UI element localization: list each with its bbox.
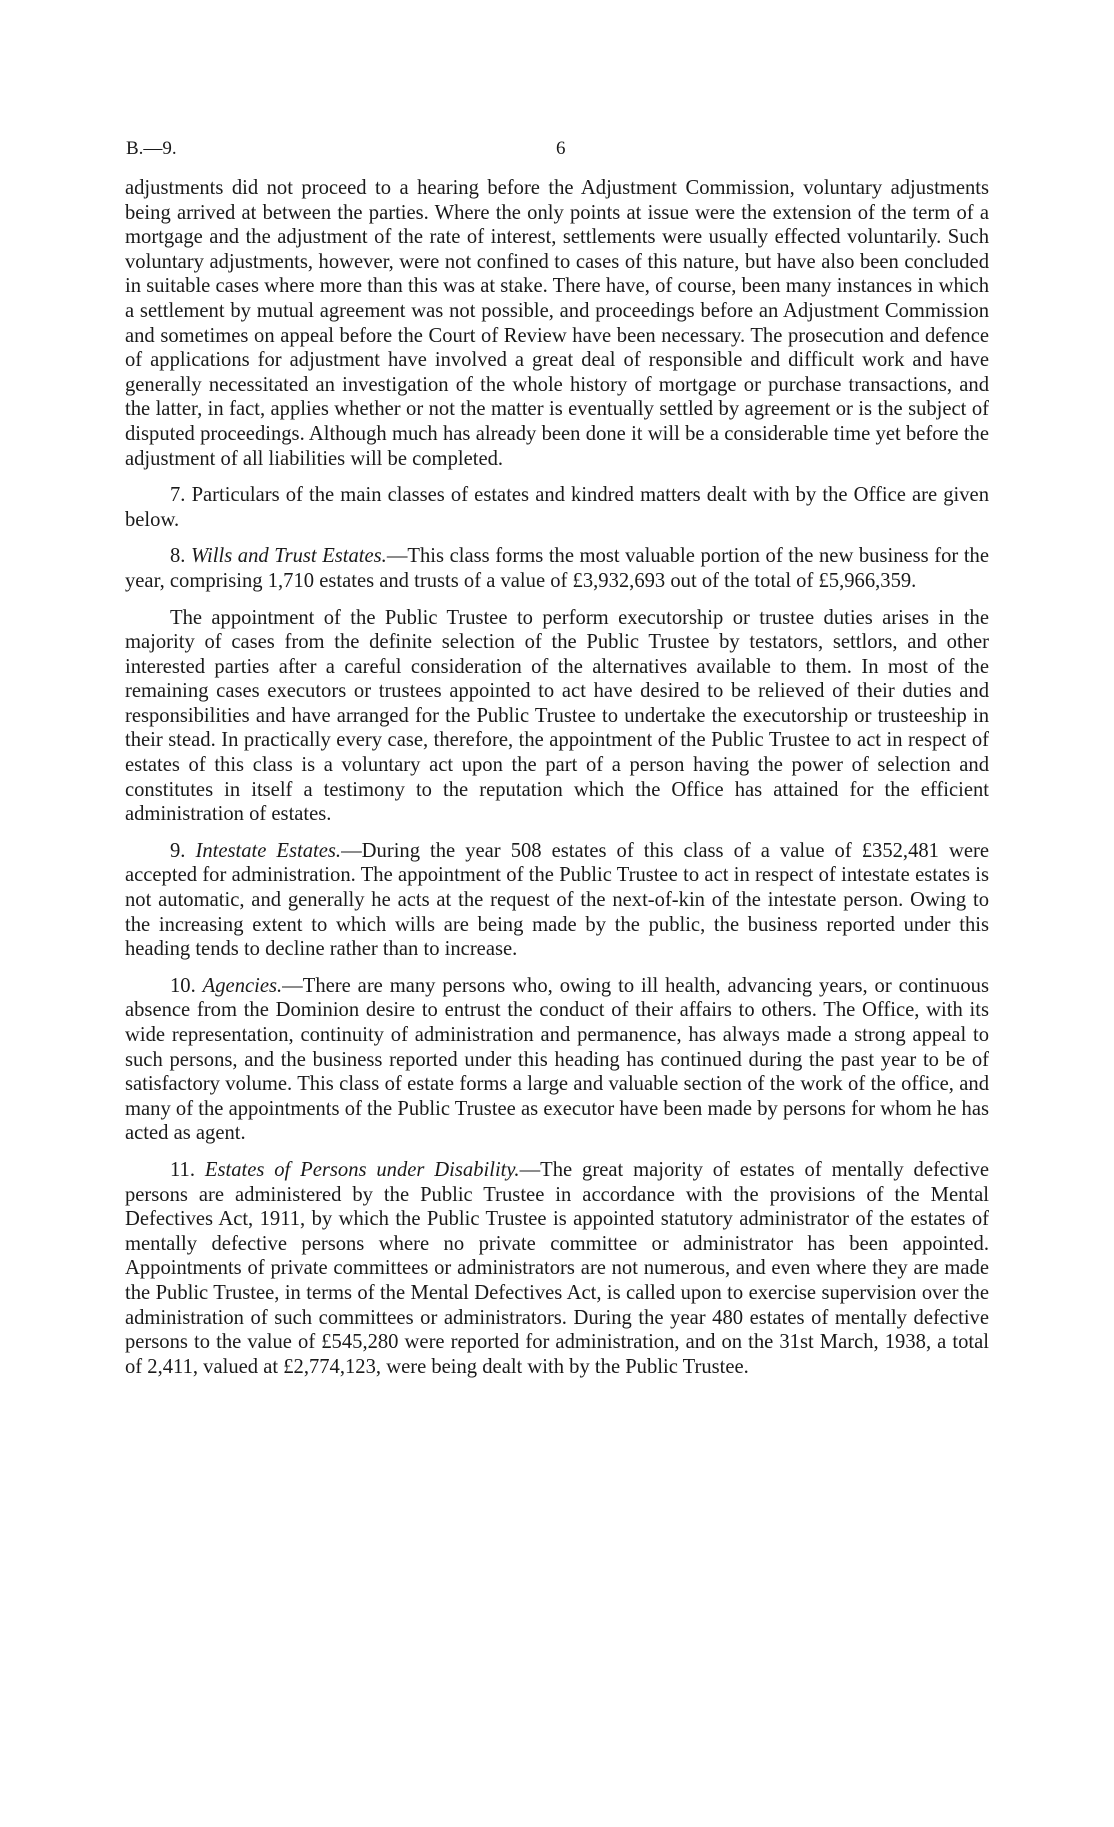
section-heading: Wills and Trust Estates. xyxy=(191,545,387,568)
paragraph-number: 11. xyxy=(170,1158,195,1181)
paragraph-text: —This class forms the most valuable portion of the new business for the year, comprising 1,710 estates and trusts of a value of £3,932,693 out of the total of £5,966,359. xyxy=(125,545,989,592)
paragraph-text: —The great majority of estates of mentally defective persons are administered by the Public Trustee in accordance with the provisions of the Mental Defectives Act, 1911, by which the Public Trustee is appointed statutory administrator of the estates of mentally defective persons where no private committee or administrator has been appointed. Appointments of private committees or administrators are not numerous, and even where they are made the Public Trustee, in terms of the Mental Defectives Act, is called upon to exercise supervision over the administration of such committees or administrators. During the year 480 estates of mentally defective persons to the value of £545,280 were reported for administration, and on the 31st March, 1938, a total of 2,411, valued at £2,774,123, were being dealt with by the Public Trustee. xyxy=(125,1158,989,1378)
paragraph-number: 10. xyxy=(170,974,196,997)
paragraph-text: —During the year 508 estates of this class of a value of £352,481 were accepted for administration. The appointment of the Public Trustee to act in respect of intestate estates is not automatic, and generally he acts at the request of the next-of-kin of the intestate person. Owing to the increasing extent to which wills are being made by the public, the business reported under this heading tends to decline rather than to increase. xyxy=(125,839,990,961)
paragraph-number: 7. xyxy=(170,484,186,507)
paragraph-number: 8. xyxy=(170,545,186,568)
paragraph-8 xyxy=(125,544,989,593)
paragraph-text: adjustments did not proceed to a hearing before the Adjustment Commission, voluntary adjustments being arrived at between the parties. Where the only points at issue were the extension of the term of a mortgage and the adjustment of the rate of interest, settlements were usually effected voluntarily. Such voluntary adjustments, however, were not confined to cases of this nature, but have also been concluded in suitable cases where more than this was at stake. There have, of course, been many instances in which a settlement by mutual agreement was not possible, and proceedings before an Adjustment Commission and sometimes on appeal before the Court of Review have been necessary. The prosecution and defence of applications for adjustment have involved a great deal of responsible and difficult work and have generally necessitated an investigation of the whole history of mortgage or purchase transactions, and the latter, in fact, applies whether or not the matter is eventually settled by agreement or is the subject of disputed proceedings. Although much has already been done it will be a considerable time yet before the adjustment of all liabilities will be completed. xyxy=(125,177,989,470)
paragraph-8-continued xyxy=(125,606,989,827)
body-text xyxy=(125,176,989,1391)
page-header xyxy=(126,138,988,168)
paragraph-9 xyxy=(125,839,989,962)
paragraph-number: 9. xyxy=(170,839,186,862)
page-number: 6 xyxy=(556,138,566,159)
paragraph-continuation xyxy=(125,176,989,471)
document-reference: B.—9. xyxy=(126,138,177,159)
paragraph-text: Particulars of the main classes of estates and kindred matters dealt with by the Office are given below. xyxy=(125,484,989,531)
paragraph-text: The appointment of the Public Trustee to perform executorship or trustee duties arises in the majority of cases from the definite selection of the Public Trustee by testators, settlors, and other interested parties after a careful consideration of the alternatives available to them. In most of the remaining cases executors or trustees appointed to act have desired to be relieved of their duties and responsibilities and have arranged for the Public Trustee to undertake the executorship or trusteeship in their stead. In practically every case, therefore, the appointment of the Public Trustee to act in respect of estates of this class is a voluntary act upon the part of a person having the power of selection and constitutes in itself a testimony to the reputation which the Office has attained for the efficient administration of estates. xyxy=(125,606,989,826)
paragraph-7 xyxy=(125,483,989,532)
section-heading: Intestate Estates. xyxy=(195,839,342,862)
section-heading: Estates of Persons under Disability. xyxy=(204,1158,520,1181)
section-heading: Agencies. xyxy=(202,974,283,997)
paragraph-10 xyxy=(125,974,989,1146)
paragraph-11 xyxy=(125,1158,989,1379)
paragraph-text: —There are many persons who, owing to ill health, advancing years, or continuous absence from the Dominion desire to entrust the conduct of their affairs to others. The Office, with its wide representation, continuity of administration and permanence, has always made a strong appeal to such persons, and the business reported under this heading has continued during the past year to be of satisfactory volume. This class of estate forms a large and valuable section of the work of the office, and many of the appointments of the Public Trustee as executor have been made by persons for whom he has acted as agent. xyxy=(125,974,989,1145)
